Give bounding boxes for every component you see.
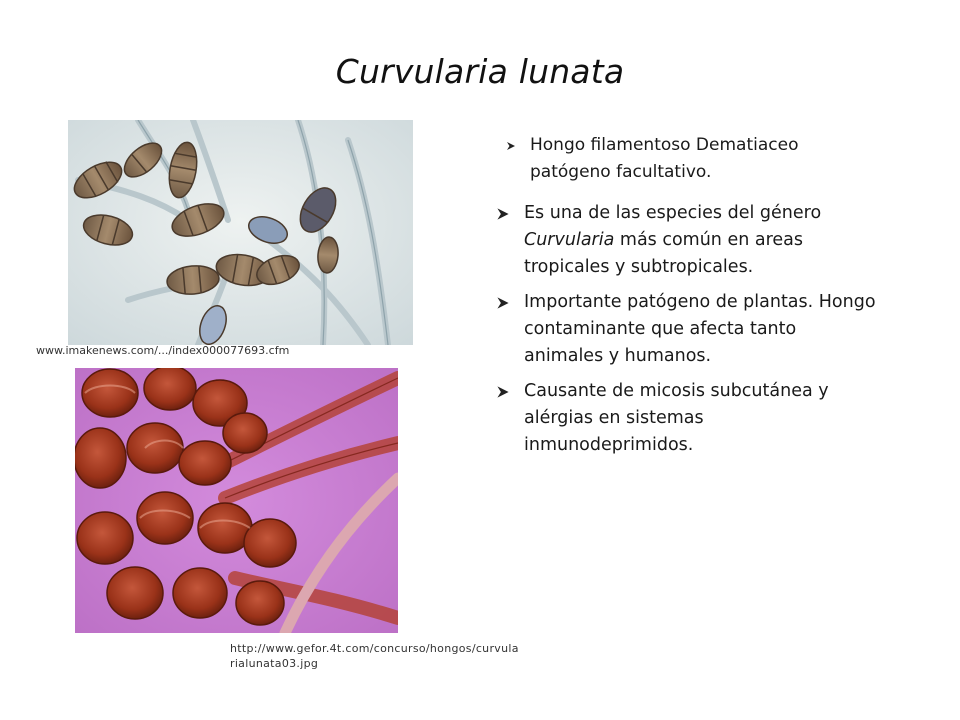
micrograph-brown-conidia [68,120,413,345]
micrograph-red-conidia [75,368,398,633]
bullet-item [496,200,876,281]
arrowhead-bullet-icon [496,385,510,399]
image-caption-top: www.imakenews.com/.../index000077693.cfm [36,344,290,357]
bullet-item [496,289,876,370]
bullet-text: Causante de micosis subcutánea y alérgias en sistemas inmunodeprimidos. [524,381,829,455]
bullet-text: Hongo filamentoso Dematiaceo patógeno facultativo. [530,135,799,182]
arrowhead-bullet-icon [506,141,516,151]
arrowhead-bullet-icon [496,296,510,310]
bullet-text: Importante patógeno de plantas. Hongo contaminante que afecta tanto animales y humanos. [524,292,876,366]
arrowhead-bullet-icon [496,207,510,221]
bullet-text-pre: Es una de las especies del género [524,203,822,223]
bullet-item [496,378,876,459]
bullet-text-genus: Curvularia [524,230,615,250]
slide-title: Curvularia lunata [335,52,625,91]
bullet-item [496,132,876,186]
bullet-text-post: más común en areas tropicales y subtropicales. [524,230,804,277]
image-caption-bottom: http://www.gefor.4t.com/concurso/hongos/curvularialunata03.jpg [230,642,519,670]
bullet-list [496,132,876,467]
